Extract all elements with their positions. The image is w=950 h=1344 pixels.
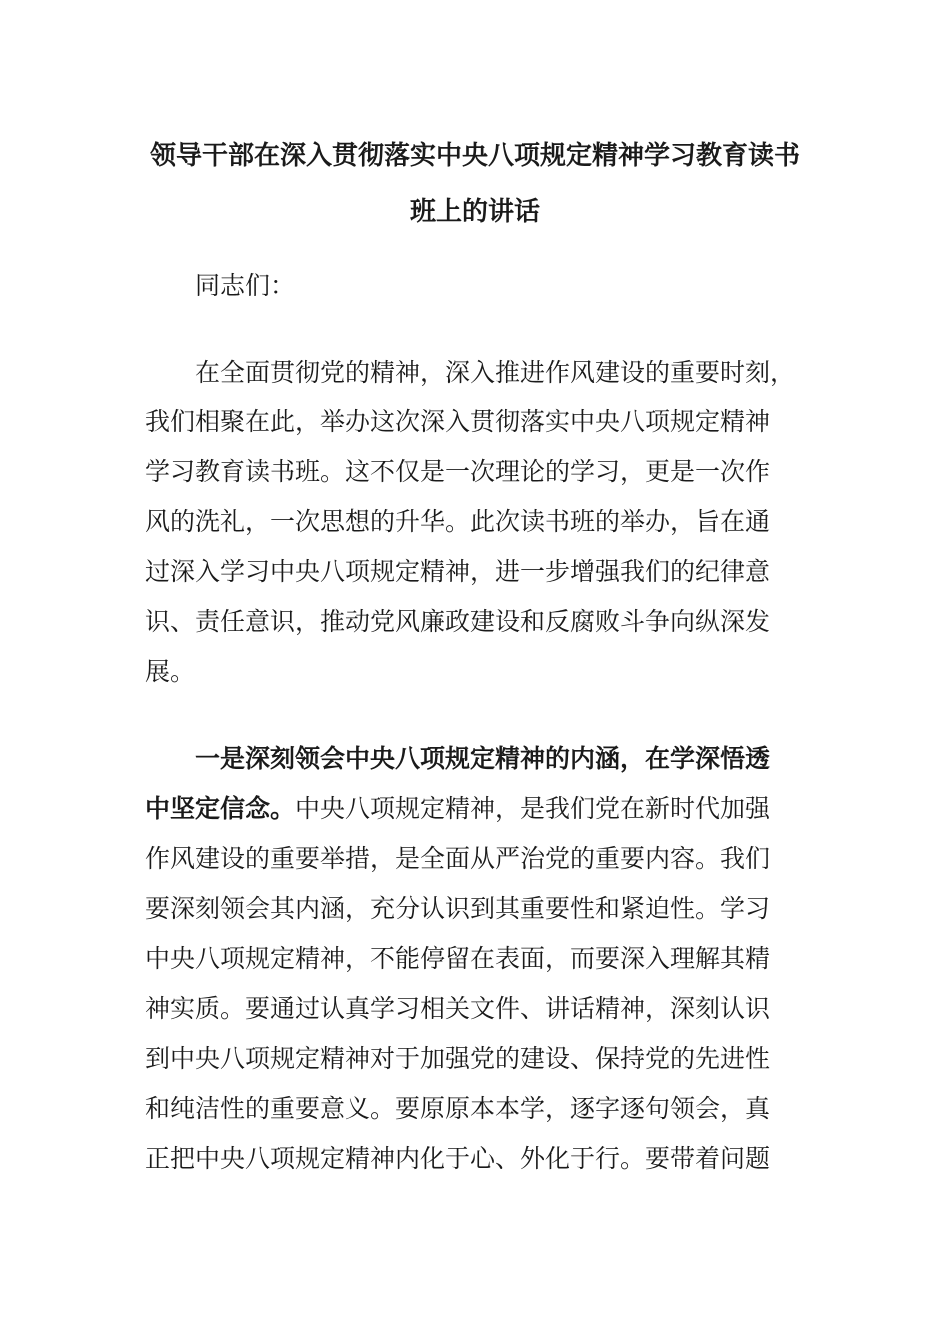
paragraph-line: 在全面贯彻党的精神，深入推进作风建设的重要时刻， bbox=[195, 358, 796, 387]
paragraph-line: 我们相聚在此，举办这次深入贯彻落实中央八项规定精神 bbox=[145, 407, 771, 436]
paragraph-line: 作风建设的重要举措，是全面从严治党的重要内容。我们 bbox=[145, 844, 771, 873]
title-line: 班上的讲话 bbox=[409, 197, 540, 227]
paragraph-line: 中央八项规定精神，不能停留在表面，而要深入理解其精 bbox=[145, 944, 771, 973]
paragraph-line: 过深入学习中央八项规定精神，进一步增强我们的纪律意 bbox=[145, 557, 771, 586]
paragraph-line: 和纯洁性的重要意义。要原原本本学，逐字逐句领会，真 bbox=[145, 1094, 771, 1123]
section-heading-line-mixed bbox=[145, 793, 770, 825]
salutation: 同志们： bbox=[195, 271, 296, 300]
paragraph-line: 要深刻领会其内涵，充分认识到其重要性和紧迫性。学习 bbox=[145, 894, 771, 923]
paragraph-line: 展。 bbox=[145, 657, 196, 686]
paragraph-line: 正把中央八项规定精神内化于心、外化于行。要带着问题 bbox=[145, 1144, 771, 1173]
section-body-text: 中央八项规定精神，是我们党在新时代加强 bbox=[295, 794, 771, 823]
section-heading-line: 一是深刻领会中央八项规定精神的内涵，在学深悟透 bbox=[195, 744, 771, 773]
paragraph-line: 识、责任意识，推动党风廉政建设和反腐败斗争向纵深发 bbox=[145, 607, 771, 636]
title-line: 领导干部在深入贯彻落实中央八项规定精神学习教育读书 bbox=[149, 141, 800, 171]
section-heading-bold-text: 中坚定信念。 bbox=[145, 794, 296, 823]
paragraph-line: 到中央八项规定精神对于加强党的建设、保持党的先进性 bbox=[145, 1044, 771, 1073]
paragraph-line: 风的洗礼，一次思想的升华。此次读书班的举办，旨在通 bbox=[145, 507, 771, 536]
paragraph-line: 神实质。要通过认真学习相关文件、讲话精神，深刻认识 bbox=[145, 994, 771, 1023]
document-title bbox=[145, 128, 805, 240]
paragraph-line: 学习教育读书班。这不仅是一次理论的学习，更是一次作 bbox=[145, 457, 771, 486]
